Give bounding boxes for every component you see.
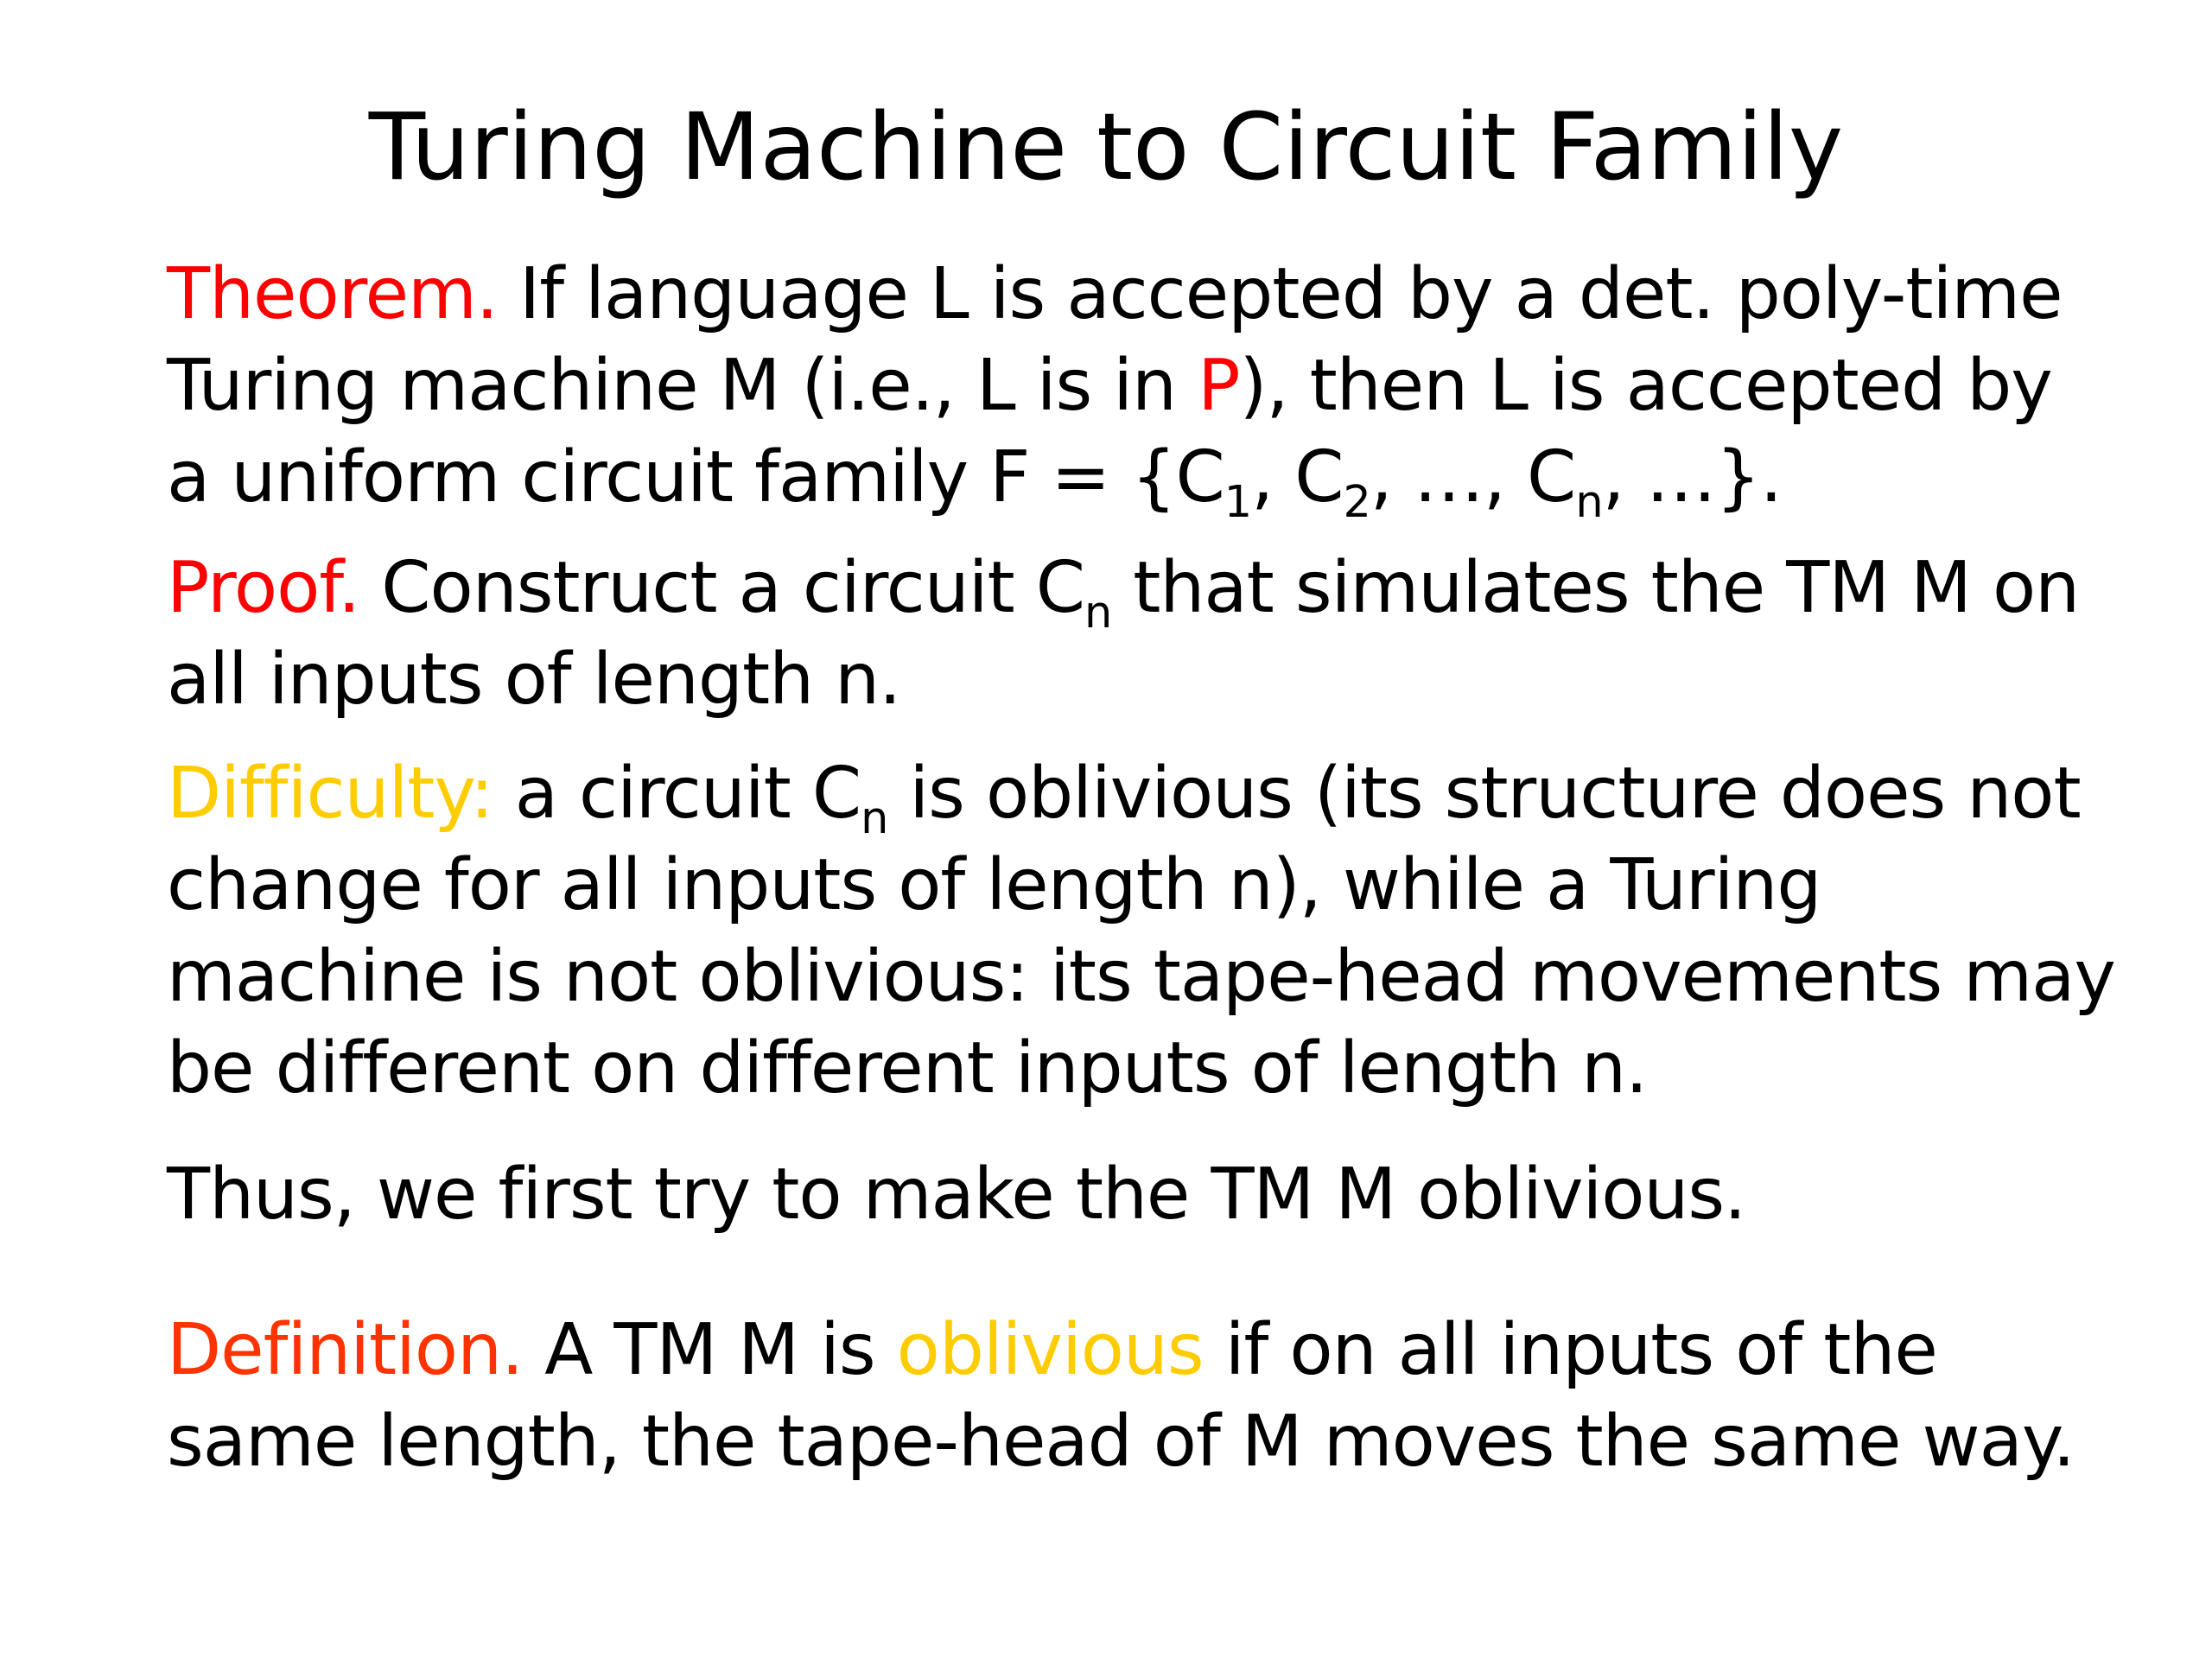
difficulty-line-1 [167,748,2154,843]
theorem-line-1 [167,249,2154,340]
proof-paragraph [167,543,2154,726]
theorem-text-3d: , …}. [1602,436,1782,518]
subscript-n: n [1575,475,1603,527]
theorem-label: Theorem. [167,253,498,335]
thus-line: Thus, we first try to make the TM M oblivious. [167,1154,1746,1236]
proof-line-1 [167,543,2154,638]
theorem-text-2a: Turing machine M (i.e., L is in [167,345,1198,427]
theorem-text-1: If language L is accepted by a det. poly-time [497,253,2063,335]
difficulty-text-1a: a circuit C [493,753,861,835]
subscript-1: 1 [1224,475,1252,527]
definition-paragraph [167,1305,2154,1488]
difficulty-line-2: change for all inputs of length n), while a Turing [167,844,1821,926]
proof-line-2: all inputs of length n. [167,639,901,721]
theorem-line-2 [167,340,2154,432]
proof-text-1a: Construct a circuit C [359,547,1084,629]
definition-label: Definition. [167,1309,524,1391]
theorem-text-3b: , C [1251,436,1344,518]
theorem-text-3a: a uniform circuit family F = {C [167,436,1224,518]
p-class-term: P [1198,345,1240,427]
difficulty-line-3: machine is not oblivious: its tape-head movements may [167,936,2115,1018]
difficulty-label: Difficulty: [167,753,493,835]
difficulty-paragraph [167,748,2154,1115]
definition-text-1a: A TM M is [523,1309,897,1391]
theorem-paragraph [167,249,2154,527]
slide-title: Turing Machine to Circuit Family [368,94,1844,201]
theorem-text-3c: , …, C [1370,436,1576,518]
oblivious-term: oblivious [896,1309,1204,1391]
subscript-2: 2 [1343,475,1370,527]
thus-paragraph [167,1149,2154,1241]
difficulty-text-1b: is oblivious (its structure does not [887,753,2081,835]
proof-text-1b: that simulates the TM M on [1111,547,2080,629]
proof-label: Proof. [167,547,360,629]
theorem-text-2b: ), then L is accepted by [1239,345,2052,427]
theorem-line-3 [167,432,2154,527]
definition-line-2: same length, the tape-head of M moves the same way. [167,1401,2075,1483]
definition-text-1b: if on all inputs of the [1203,1309,1937,1391]
difficulty-subscript-n: n [861,791,888,843]
definition-line-1 [167,1305,2154,1396]
difficulty-line-4: be different on different inputs of length n. [167,1027,1648,1109]
proof-subscript-n: n [1084,586,1112,638]
